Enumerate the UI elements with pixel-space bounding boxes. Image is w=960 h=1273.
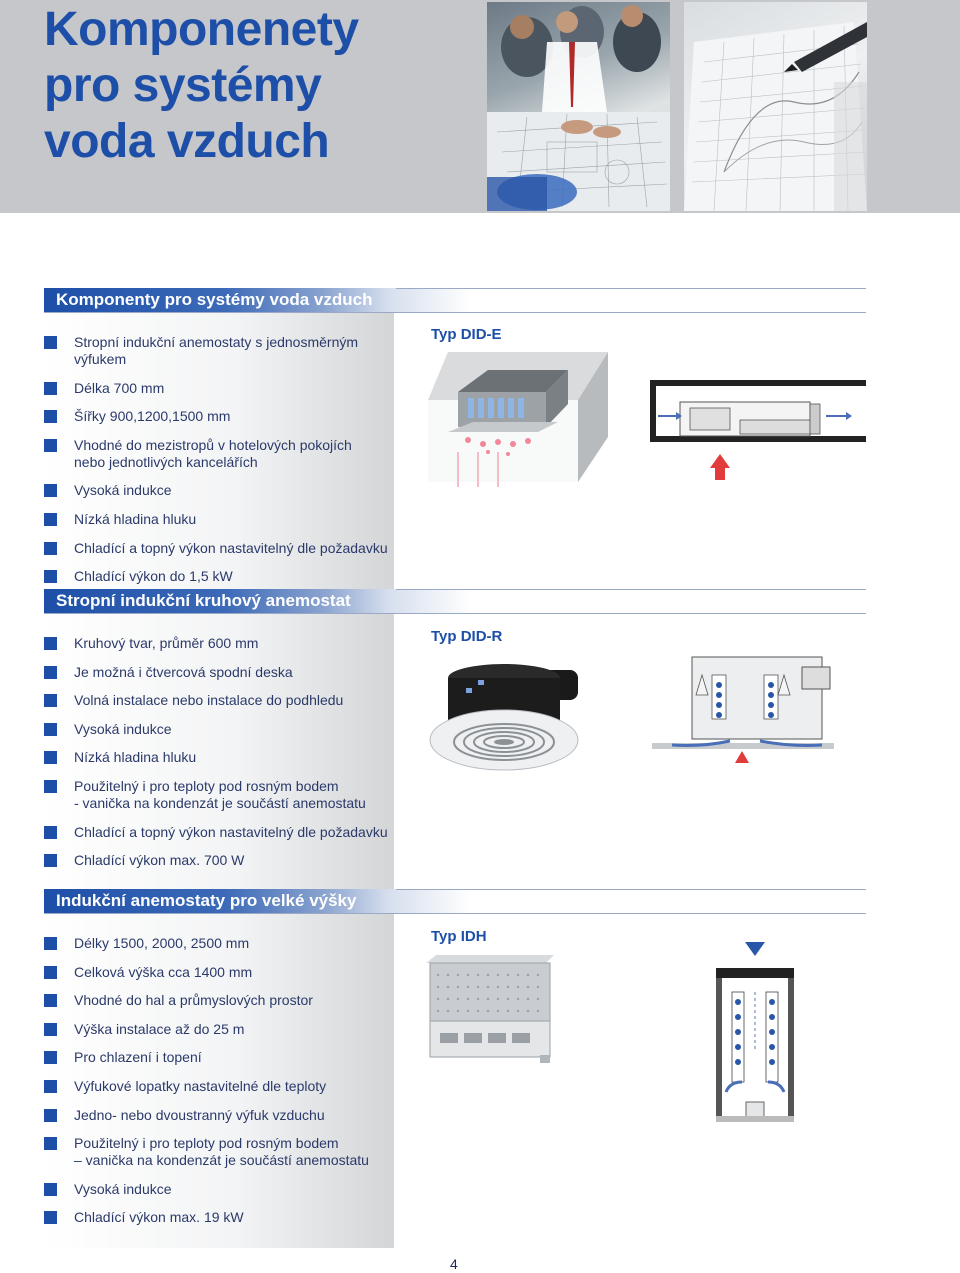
- bullet-square-icon: [44, 1183, 57, 1196]
- bullet-square-icon: [44, 336, 57, 349]
- list-item: Vhodné do mezistropů v hotelových pokojích nebo jednotlivých kancelářích: [44, 437, 394, 471]
- type-label-idh: Typ IDH: [431, 928, 487, 945]
- list-item: Chladící výkon do 1,5 kW: [44, 568, 394, 585]
- list-item: Volná instalace nebo instalace do podhledu: [44, 692, 394, 709]
- photo-meeting: [487, 2, 670, 211]
- page-title: [44, 2, 359, 170]
- did-e-section-diagram: [650, 380, 866, 485]
- section-rule: [396, 589, 866, 590]
- section-rule: [396, 288, 866, 289]
- bullet-square-icon: [44, 1137, 57, 1150]
- type-label-did-e: Typ DID-E: [431, 326, 502, 343]
- bullet-square-icon: [44, 637, 57, 650]
- bullet-list-komponenty: [44, 334, 394, 597]
- list-item: Celková výška cca 1400 mm: [44, 964, 394, 981]
- bullet-square-icon: [44, 666, 57, 679]
- did-r-section-diagram: [652, 655, 834, 772]
- list-item: Jedno- nebo dvoustranný výfuk vzduchu: [44, 1107, 394, 1124]
- list-item: Vysoká indukce: [44, 721, 394, 738]
- bullet-square-icon: [44, 410, 57, 423]
- bullet-square-icon: [44, 826, 57, 839]
- bullet-square-icon: [44, 751, 57, 764]
- bullet-square-icon: [44, 513, 57, 526]
- bullet-square-icon: [44, 966, 57, 979]
- title-line-3: voda vzduch: [44, 115, 330, 168]
- bullet-square-icon: [44, 570, 57, 583]
- did-e-3d-illustration: [428, 352, 616, 497]
- list-item: Nízká hladina hluku: [44, 749, 394, 766]
- page-number: 4: [450, 1256, 458, 1272]
- section-title: Komponenty pro systémy voda vzduch: [56, 290, 373, 309]
- bullet-square-icon: [44, 542, 57, 555]
- list-item: Délky 1500, 2000, 2500 mm: [44, 935, 394, 952]
- bullet-square-icon: [44, 1023, 57, 1036]
- section-title: Stropní indukční kruhový anemostat: [56, 591, 351, 610]
- section-bar-velke-vysky: [44, 889, 866, 914]
- section-title: Indukční anemostaty pro velké výšky: [56, 891, 357, 910]
- bullet-square-icon: [44, 994, 57, 1007]
- list-item: Chladící a topný výkon nastavitelný dle požadavku: [44, 540, 394, 557]
- section-bar-komponenty: [44, 288, 866, 313]
- list-item: Použitelný i pro teploty pod rosným bodem – vanička na kondenzát je součástí anemostatu: [44, 1135, 394, 1169]
- photo-graph: [684, 2, 867, 211]
- bullet-square-icon: [44, 1211, 57, 1224]
- list-item: Vysoká indukce: [44, 1181, 394, 1198]
- bullet-square-icon: [44, 484, 57, 497]
- section-rule: [396, 889, 866, 890]
- bullet-list-velke-vysky: [44, 935, 394, 1238]
- list-item: Pro chlazení i topení: [44, 1049, 394, 1066]
- idh-section-diagram: [712, 942, 798, 1137]
- bullet-square-icon: [44, 382, 57, 395]
- list-item: Kruhový tvar, průměr 600 mm: [44, 635, 394, 652]
- list-item: Použitelný i pro teploty pod rosným bodem - vanička na kondenzát je součástí anemostatu: [44, 778, 394, 812]
- bullet-square-icon: [44, 723, 57, 736]
- title-line-1: Komponenety: [44, 3, 359, 56]
- list-item: Chladící výkon max. 19 kW: [44, 1209, 394, 1226]
- list-item: Výška instalace až do 25 m: [44, 1021, 394, 1038]
- bullet-square-icon: [44, 937, 57, 950]
- idh-product-illustration: [426, 955, 556, 1075]
- list-item: Je možná i čtvercová spodní deska: [44, 664, 394, 681]
- list-item: Vysoká indukce: [44, 482, 394, 499]
- list-item: Vhodné do hal a průmyslových prostor: [44, 992, 394, 1009]
- title-line-2: pro systémy: [44, 59, 322, 112]
- bullet-square-icon: [44, 1051, 57, 1064]
- bullet-square-icon: [44, 1109, 57, 1122]
- list-item: Výfukové lopatky nastavitelné dle teploty: [44, 1078, 394, 1095]
- section-bar-kruhovy: [44, 589, 866, 614]
- list-item: Chladící a topný výkon nastavitelný dle požadavku: [44, 824, 394, 841]
- list-item: Nízká hladina hluku: [44, 511, 394, 528]
- bullet-square-icon: [44, 439, 57, 452]
- list-item: Délka 700 mm: [44, 380, 394, 397]
- list-item: Stropní indukční anemostaty s jednosměrným výfukem: [44, 334, 394, 368]
- bullet-square-icon: [44, 1080, 57, 1093]
- list-item: Šířky 900,1200,1500 mm: [44, 408, 394, 425]
- bullet-list-kruhovy: [44, 635, 394, 881]
- type-label-did-r: Typ DID-R: [431, 628, 503, 645]
- bullet-square-icon: [44, 854, 57, 867]
- bullet-square-icon: [44, 694, 57, 707]
- bullet-square-icon: [44, 780, 57, 793]
- list-item: Chladící výkon max. 700 W: [44, 852, 394, 869]
- did-r-product-illustration: [428, 660, 580, 777]
